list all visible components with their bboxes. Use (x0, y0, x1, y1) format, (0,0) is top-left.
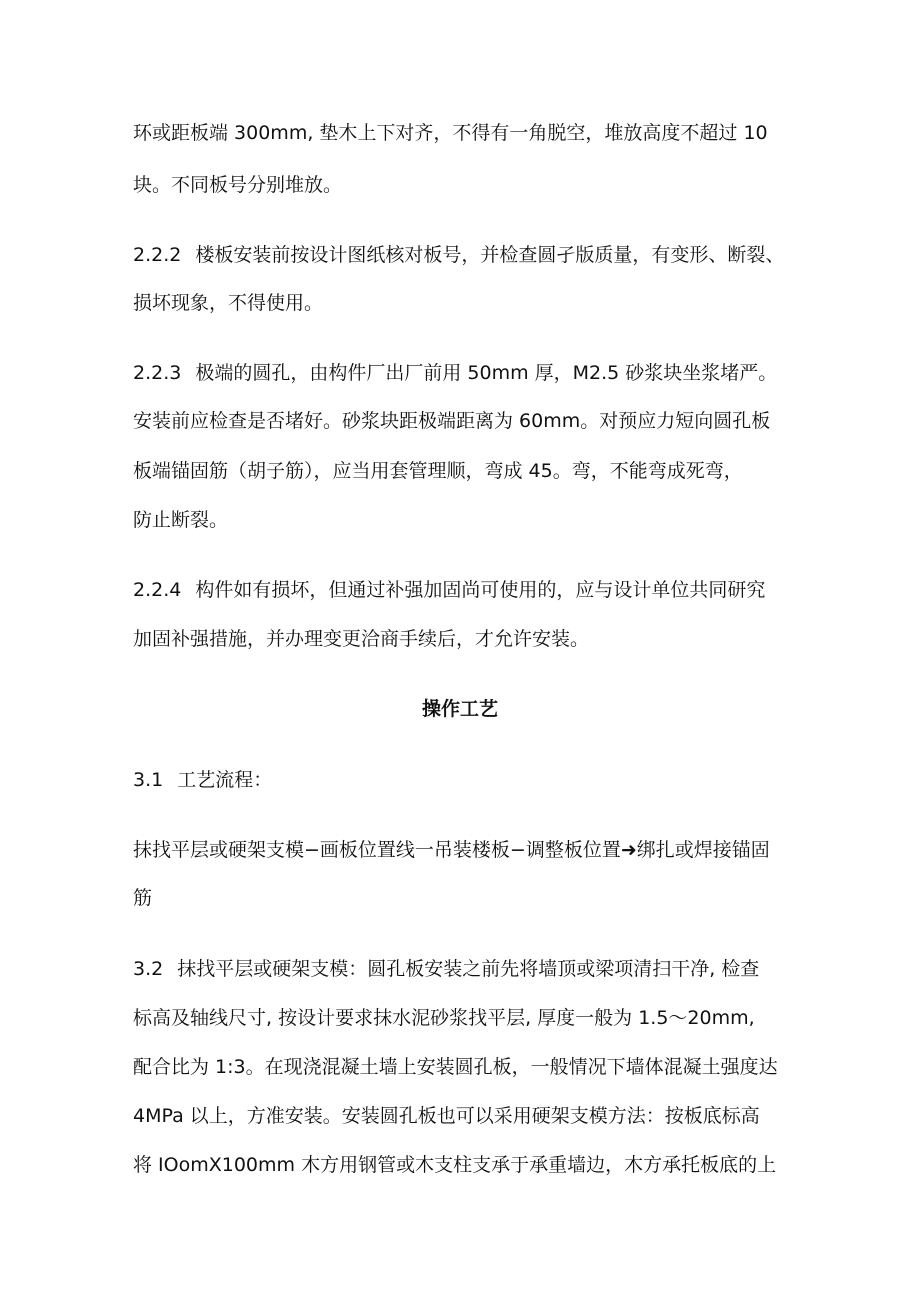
paragraph-text: 极端的圆孔，由构件厂出厂前用 50mm 厚，M2.5 砂浆块坐浆堵严。 (195, 362, 778, 384)
paragraph-line: 板端锚固筋（胡子筋），应当用套管理顺，弯成 45。弯，不能弯成死弯， (133, 460, 743, 482)
section-number: 2.2.4 (133, 579, 182, 601)
section-number: 2.2.3 (133, 362, 182, 384)
section-3-1-line (133, 765, 793, 795)
section-number: 2.2.2 (133, 244, 182, 266)
paragraph-text: 楼板安装前按设计图纸核对板号，并检查圆孑版质量，有变形、断裂、 (195, 244, 785, 266)
paragraph-line: 加固补强措施，并办理变更洽商手续后，才允许安装。 (133, 628, 590, 650)
paragraph-line: 防止断裂。 (133, 509, 229, 531)
paragraph-line: 环或距板端 300mm, 垫木上下对齐，不得有一角脱空，堆放高度不超过 10 (133, 122, 768, 144)
section-2-2-4-line (133, 575, 793, 605)
paragraph-text: 构件如有损坏，但通过补强加固尚可使用的，应与设计单位共同研究 (195, 579, 766, 601)
paragraph-line: 标高及轴线尺寸, 按设计要求抹水泥砂浆找平层, 厚度一般为 1.5～20mm, (133, 1007, 755, 1029)
paragraph-line: 4MPa 以上，方准安装。安装圆孔板也可以采用硬架支模方法：按板底标高 (133, 1105, 760, 1127)
paragraph-line: 损坏现象，不得使用。 (133, 292, 324, 314)
section-2-2-3-line (133, 358, 793, 388)
process-flow-line: 抹找平层或硬架支模−画板位置线一吊装楼板−调整板位置➜绑扎或焊接锚固 (133, 839, 770, 861)
paragraph-text: 抹找平层或硬架支模：圆孔板安装之前先将墙顶或梁项清扫干净, 检查 (177, 958, 760, 980)
paragraph-line: 将 IOomX100mm 木方用钢管或木支柱支承于承重墙边，木方承托板底的上 (133, 1154, 777, 1176)
section-3-2-line (133, 954, 793, 984)
paragraph-line: 安装前应检查是否堵好。砂浆块距极端距离为 60mm。对预应力短向圆孔板 (133, 410, 771, 432)
process-flow-line: 筋 (133, 887, 153, 909)
section-number: 3.1 (133, 769, 164, 791)
section-heading: 操作工艺 (421, 698, 498, 720)
paragraph-line: 配合比为 1:3。在现浇混凝土墙上安装圆孔板，一般情况下墙体混凝土强度达 (133, 1056, 778, 1078)
paragraph-line: 块。不同板号分别堆放。 (133, 174, 343, 196)
section-2-2-2-line (133, 240, 793, 270)
paragraph-text: 工艺流程： (177, 769, 273, 791)
section-number: 3.2 (133, 958, 164, 980)
